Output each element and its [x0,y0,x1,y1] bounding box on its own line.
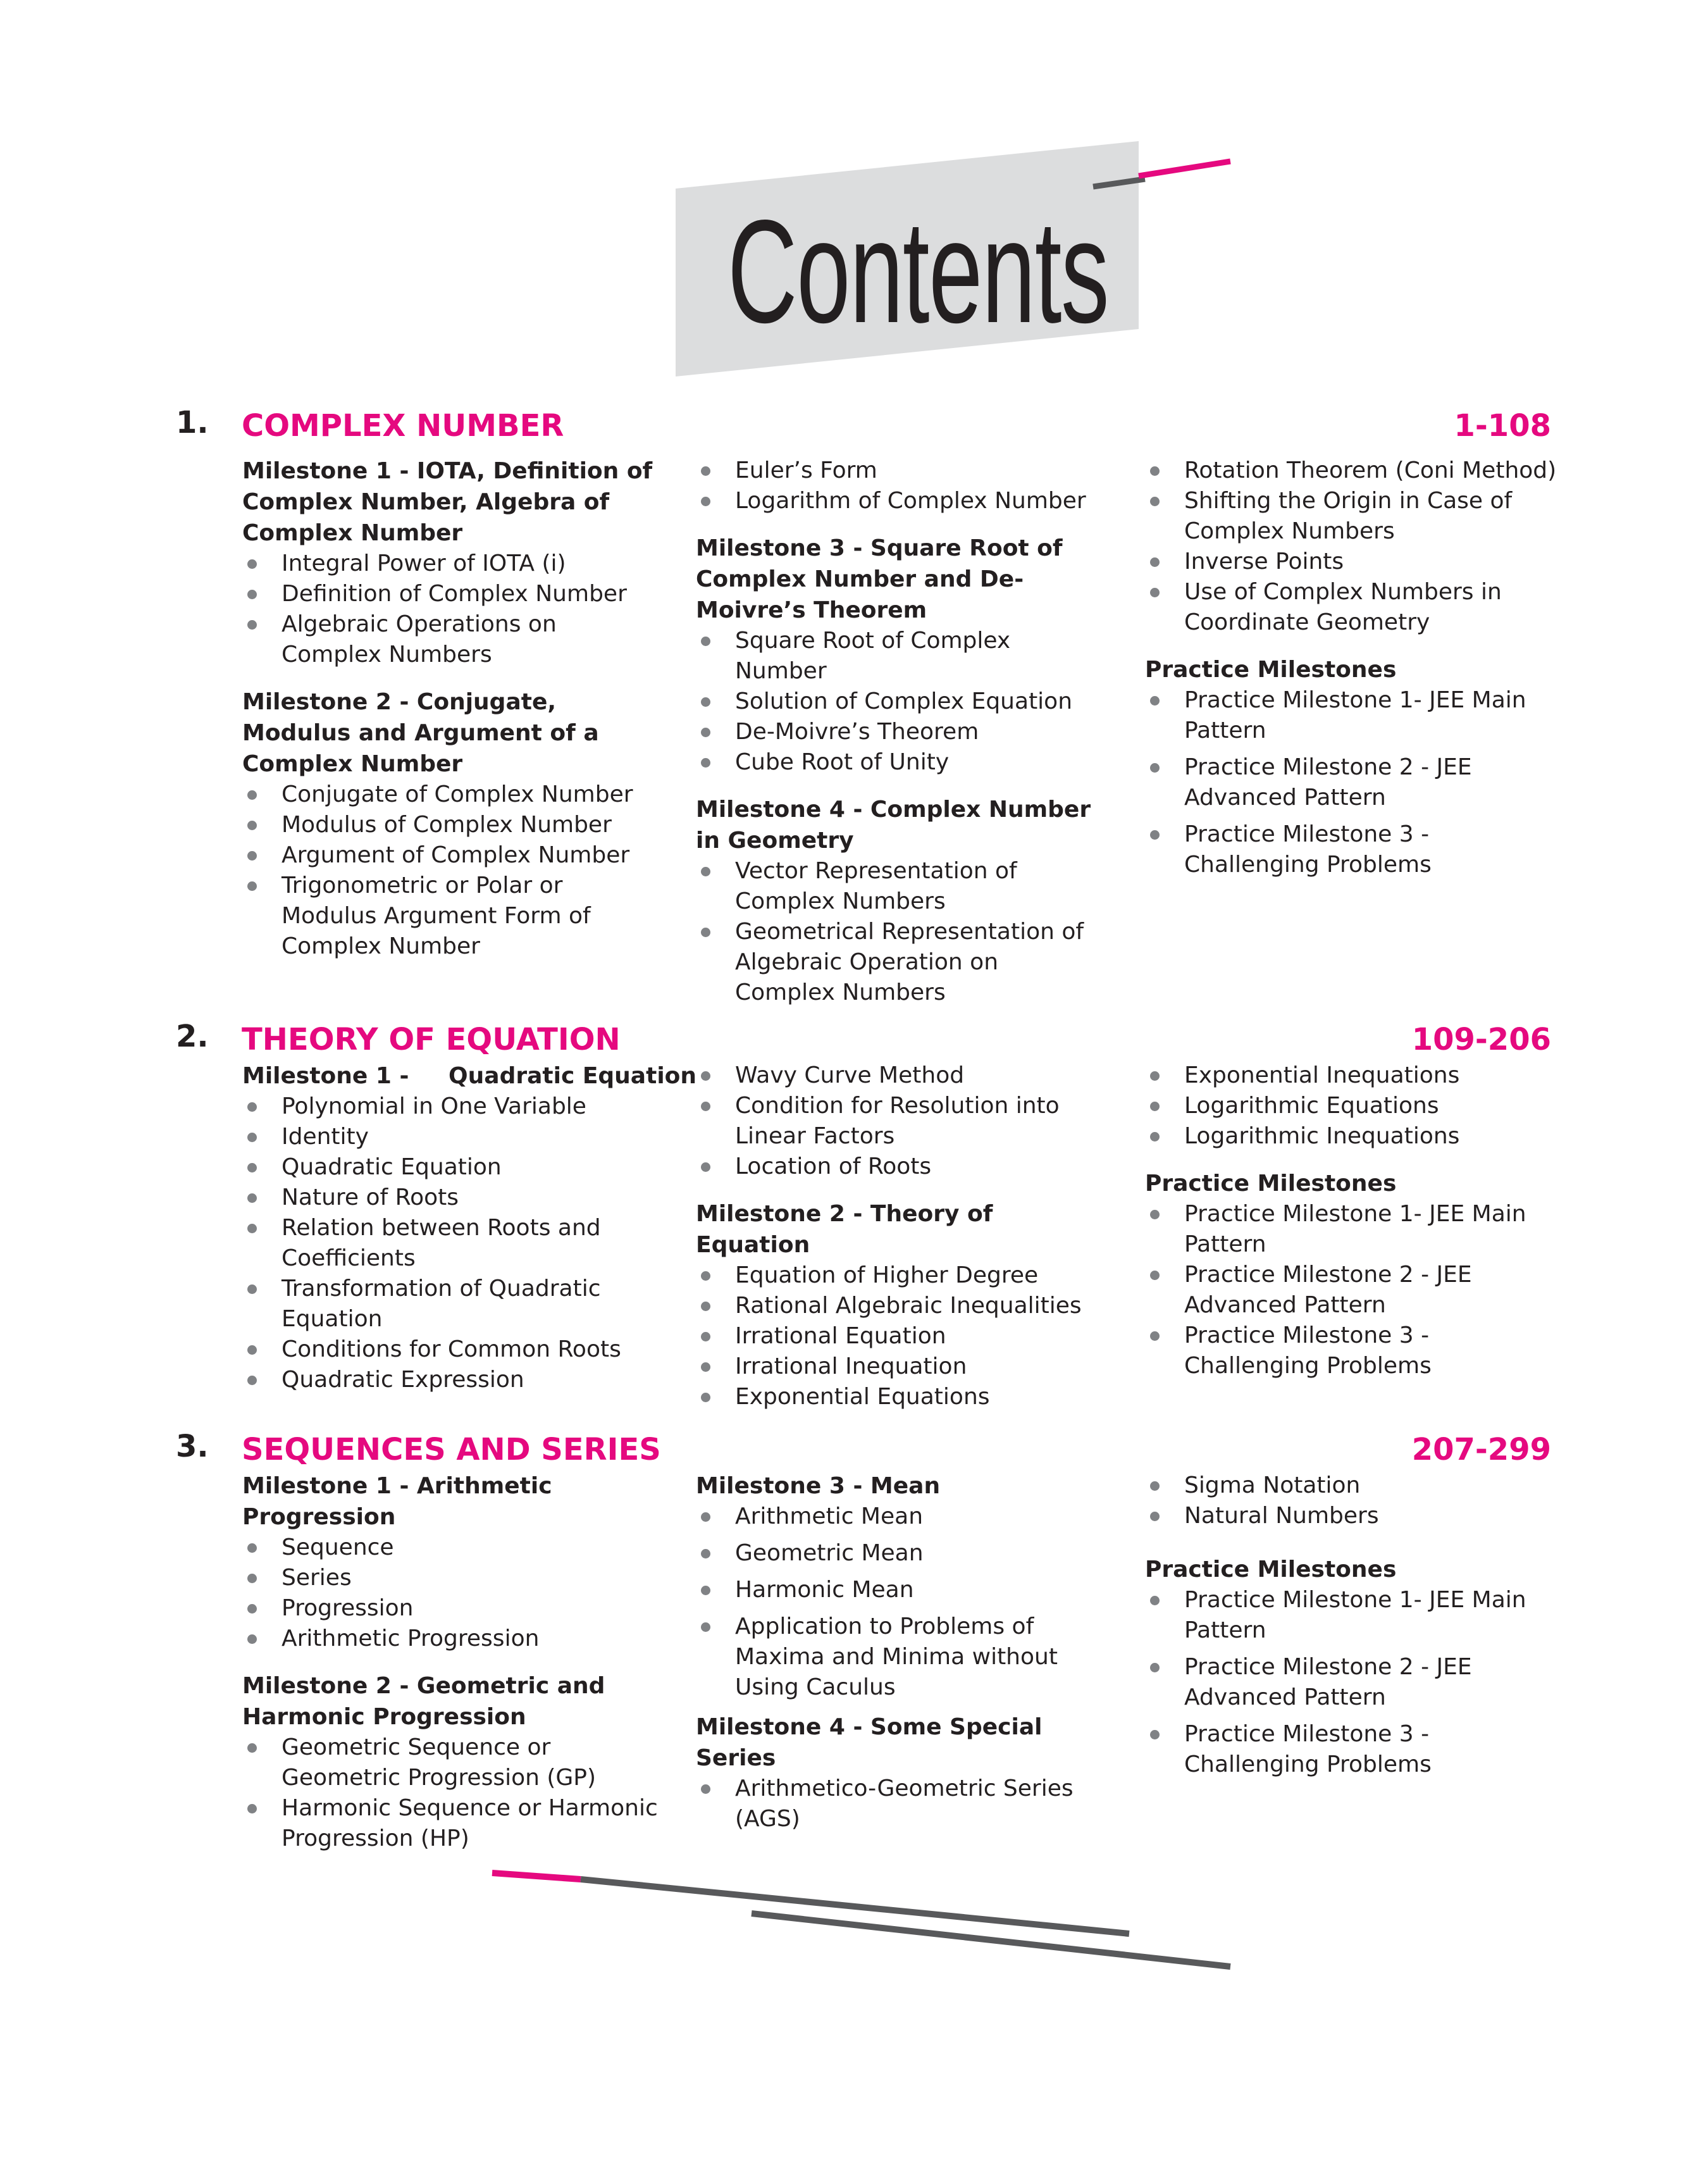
practice-heading: Practice Milestones [1145,1171,1397,1197]
list-item [696,917,1101,1008]
topic-list [696,856,1101,1008]
list-item [696,626,1101,687]
milestone-heading: Milestone 2 - Theory of Equation [696,1201,993,1258]
list-item [242,609,660,670]
list-item-label: Equation of Higher Degree [735,1262,1039,1288]
list-item-label: Inverse Points [1184,549,1344,575]
list-item-label: Condition for Resolution into Linear Factors [735,1093,1060,1149]
chapter-number: 2. [176,1019,209,1054]
chapter-title: THEORY OF EQUATION [242,1022,621,1057]
chapter-title: SEQUENCES AND SERIES [242,1432,661,1467]
list-item [1145,486,1563,547]
list-item [242,871,660,962]
list-item-label: Practice Milestone 2 - JEE Advanced Pattern [1184,1654,1472,1710]
list-item [1145,1091,1563,1121]
list-item [242,1183,660,1213]
footer-line-pink [492,1873,581,1879]
chapter-column-2 [696,1060,1101,1412]
list-item [242,1593,660,1624]
list-item-label: Practice Milestone 3 - Challenging Problems [1184,1721,1432,1777]
list-item [242,1533,660,1563]
list-item [242,1274,660,1334]
topic-list [1145,1060,1563,1152]
practice-list [1145,1585,1563,1780]
milestone-heading: Milestone 1 - IOTA, Definition of Complex Number, Algebra of Complex Number [242,458,653,546]
topic-list [242,1732,660,1854]
list-item-label: Practice Milestone 1- JEE Main Pattern [1184,1201,1526,1257]
practice-list [1145,1199,1563,1381]
list-item [696,1321,1101,1352]
list-item [696,1575,1101,1605]
topic-list [696,1774,1101,1834]
list-item [1145,1719,1563,1780]
list-item [696,856,1101,917]
practice-heading: Practice Milestones [1145,1557,1397,1583]
chapter-page-range: 207-299 [1411,1432,1551,1467]
list-item-label: Sigma Notation [1184,1472,1361,1498]
list-item-label: Progression [282,1595,414,1621]
list-item [1145,1471,1563,1501]
topic-list [242,1092,660,1395]
list-item-label: Geometric Mean [735,1540,924,1566]
list-item-label: Trigonometric or Polar or Modulus Argument Form of Complex Number [282,873,591,959]
list-item-label: Euler’s Form [735,457,877,483]
milestone-heading: Milestone 3 - Square Root of Complex Number and De-Moivre’s Theorem [696,535,1063,623]
list-item-label: Logarithmic Equations [1184,1093,1439,1119]
topic-list [696,1260,1101,1412]
list-item-label: Irrational Inequation [735,1353,967,1379]
list-item [1145,1199,1563,1260]
topic-list [696,1060,1101,1182]
title-accent-line-pink [1139,161,1230,176]
list-item-label: Arithmetico-Geometric Series (AGS) [735,1776,1074,1832]
list-item [696,486,1101,516]
list-item-label: De-Moivre’s Theorem [735,719,979,745]
milestone-heading: Milestone 4 - Complex Number in Geometry [696,797,1091,854]
list-item [696,717,1101,747]
milestone-heading: Milestone 1 - Arithmetic Progression [242,1473,552,1530]
list-item [696,1352,1101,1382]
chapter-number: 3. [176,1429,209,1464]
practice-heading: Practice Milestones [1145,657,1397,683]
chapter-column-1 [242,456,660,962]
list-item-label: Exponential Equations [735,1384,990,1410]
chapter-column-3 [1145,1060,1563,1381]
list-item-label: Integral Power of IOTA (i) [282,550,566,576]
list-item [242,1793,660,1854]
list-item [696,1152,1101,1182]
list-item-label: Arithmetic Progression [282,1626,540,1651]
list-item-label: Wavy Curve Method [735,1062,965,1088]
list-item-label: Vector Representation of Complex Numbers [735,858,1017,914]
practice-list [1145,685,1563,880]
milestone-heading: Milestone 3 - Mean [696,1473,941,1499]
list-item-label: Square Root of Complex Number [735,628,1011,684]
list-item [696,1502,1101,1532]
list-item [1145,547,1563,577]
topic-list [242,1533,660,1654]
list-item [1145,1260,1563,1321]
list-item [242,780,660,810]
list-item-label: Geometrical Representation of Algebraic Operation on Complex Numbers [735,919,1084,1005]
topic-list [1145,456,1563,638]
topic-list [696,626,1101,778]
list-item [1145,819,1563,880]
list-item [1145,1121,1563,1152]
topic-list [696,456,1101,516]
list-item [242,1152,660,1183]
list-item-label: Shifting the Origin in Case of Complex Numbers [1184,488,1513,544]
list-item-label: Argument of Complex Number [282,842,630,868]
list-item [1145,1501,1563,1531]
list-item-label: Quadratic Expression [282,1367,524,1393]
list-item-label: Arithmetic Mean [735,1503,924,1529]
list-item-label: Quadratic Equation [282,1154,502,1180]
topic-list [696,1502,1101,1703]
list-item [696,747,1101,778]
list-item-label: Natural Numbers [1184,1503,1379,1529]
chapter-column-3 [1145,456,1563,886]
list-item [696,1538,1101,1569]
milestone-heading: Milestone 2 - Geometric and Harmonic Progression [242,1673,605,1730]
topic-list [1145,1471,1563,1531]
topic-list [242,780,660,962]
page-title: Contents [727,190,1109,354]
list-item [1145,685,1563,746]
chapter-page-range: 1-108 [1454,408,1551,444]
chapter-column-1 [242,1471,660,1854]
list-item [242,579,660,609]
chapter-column-2 [696,1471,1101,1834]
topic-list [242,549,660,670]
list-item-label: Location of Roots [735,1154,932,1179]
list-item [242,840,660,871]
list-item [696,1291,1101,1321]
list-item-label: Practice Milestone 3 - Challenging Problems [1184,821,1432,878]
list-item [696,1260,1101,1291]
list-item-label: Conjugate of Complex Number [282,781,633,807]
list-item-label: Harmonic Sequence or Harmonic Progression (HP) [282,1795,658,1851]
list-item-label: Solution of Complex Equation [735,688,1073,714]
list-item-label: Harmonic Mean [735,1577,914,1603]
list-item [242,1365,660,1395]
list-item-label: Logarithmic Inequations [1184,1123,1460,1149]
list-item-label: Practice Milestone 2 - JEE Advanced Pattern [1184,754,1472,811]
list-item [242,810,660,840]
chapter-column-1 [242,1060,697,1395]
milestone-heading: Milestone 2 - Conjugate, Modulus and Argument of a Complex Number [242,689,599,777]
milestone-heading: Milestone 1 - Quadratic Equation [242,1063,697,1089]
list-item [696,1382,1101,1412]
list-item [696,1612,1101,1703]
chapter-number: 1. [176,405,209,440]
list-item [1145,1060,1563,1091]
milestone-heading: Milestone 4 - Some Special Series [696,1714,1043,1771]
list-item-label: Application to Problems of Maxima and Minima without Using Caculus [735,1614,1058,1700]
list-item-label: Practice Milestone 1- JEE Main Pattern [1184,1587,1526,1643]
list-item [242,549,660,579]
list-item-label: Definition of Complex Number [282,581,627,607]
list-item-label: Polynomial in One Variable [282,1093,586,1119]
list-item-label: Irrational Equation [735,1323,946,1349]
list-item [696,456,1101,486]
list-item [1145,1652,1563,1713]
list-item-label: Cube Root of Unity [735,749,950,775]
chapter-column-2 [696,456,1101,1008]
chapter-title: COMPLEX NUMBER [242,408,564,444]
list-item [696,1774,1101,1834]
list-item [242,1122,660,1152]
list-item-label: Use of Complex Numbers in Coordinate Geometry [1184,579,1502,635]
list-item [696,1091,1101,1152]
list-item-label: Logarithm of Complex Number [735,488,1086,514]
list-item [696,1060,1101,1091]
list-item-label: Exponential Inequations [1184,1062,1460,1088]
list-item [696,687,1101,717]
list-item-label: Identity [282,1124,369,1150]
list-item [242,1213,660,1274]
list-item-label: Algebraic Operations on Complex Numbers [282,611,557,668]
list-item-label: Relation between Roots and Coefficients [282,1215,601,1271]
list-item [242,1092,660,1122]
list-item [1145,1585,1563,1646]
list-item-label: Sequence [282,1534,394,1560]
chapter-page-range: 109-206 [1411,1022,1551,1057]
list-item [242,1334,660,1365]
list-item-label: Rational Algebraic Inequalities [735,1293,1082,1319]
list-item [242,1563,660,1593]
list-item-label: Nature of Roots [282,1185,459,1210]
list-item [1145,577,1563,638]
list-item [242,1624,660,1654]
list-item-label: Modulus of Complex Number [282,812,612,838]
list-item [1145,1321,1563,1381]
list-item-label: Series [282,1565,352,1591]
list-item-label: Conditions for Common Roots [282,1336,621,1362]
list-item-label: Geometric Sequence or Geometric Progression (GP) [282,1734,597,1791]
list-item-label: Practice Milestone 3 - Challenging Problems [1184,1322,1432,1379]
list-item [1145,456,1563,486]
list-item [242,1732,660,1793]
chapter-column-3 [1145,1471,1563,1786]
list-item-label: Rotation Theorem (Coni Method) [1184,457,1557,483]
list-item [1145,752,1563,813]
list-item-label: Practice Milestone 1- JEE Main Pattern [1184,687,1526,743]
list-item-label: Practice Milestone 2 - JEE Advanced Pattern [1184,1262,1472,1318]
list-item-label: Transformation of Quadratic Equation [282,1276,601,1332]
